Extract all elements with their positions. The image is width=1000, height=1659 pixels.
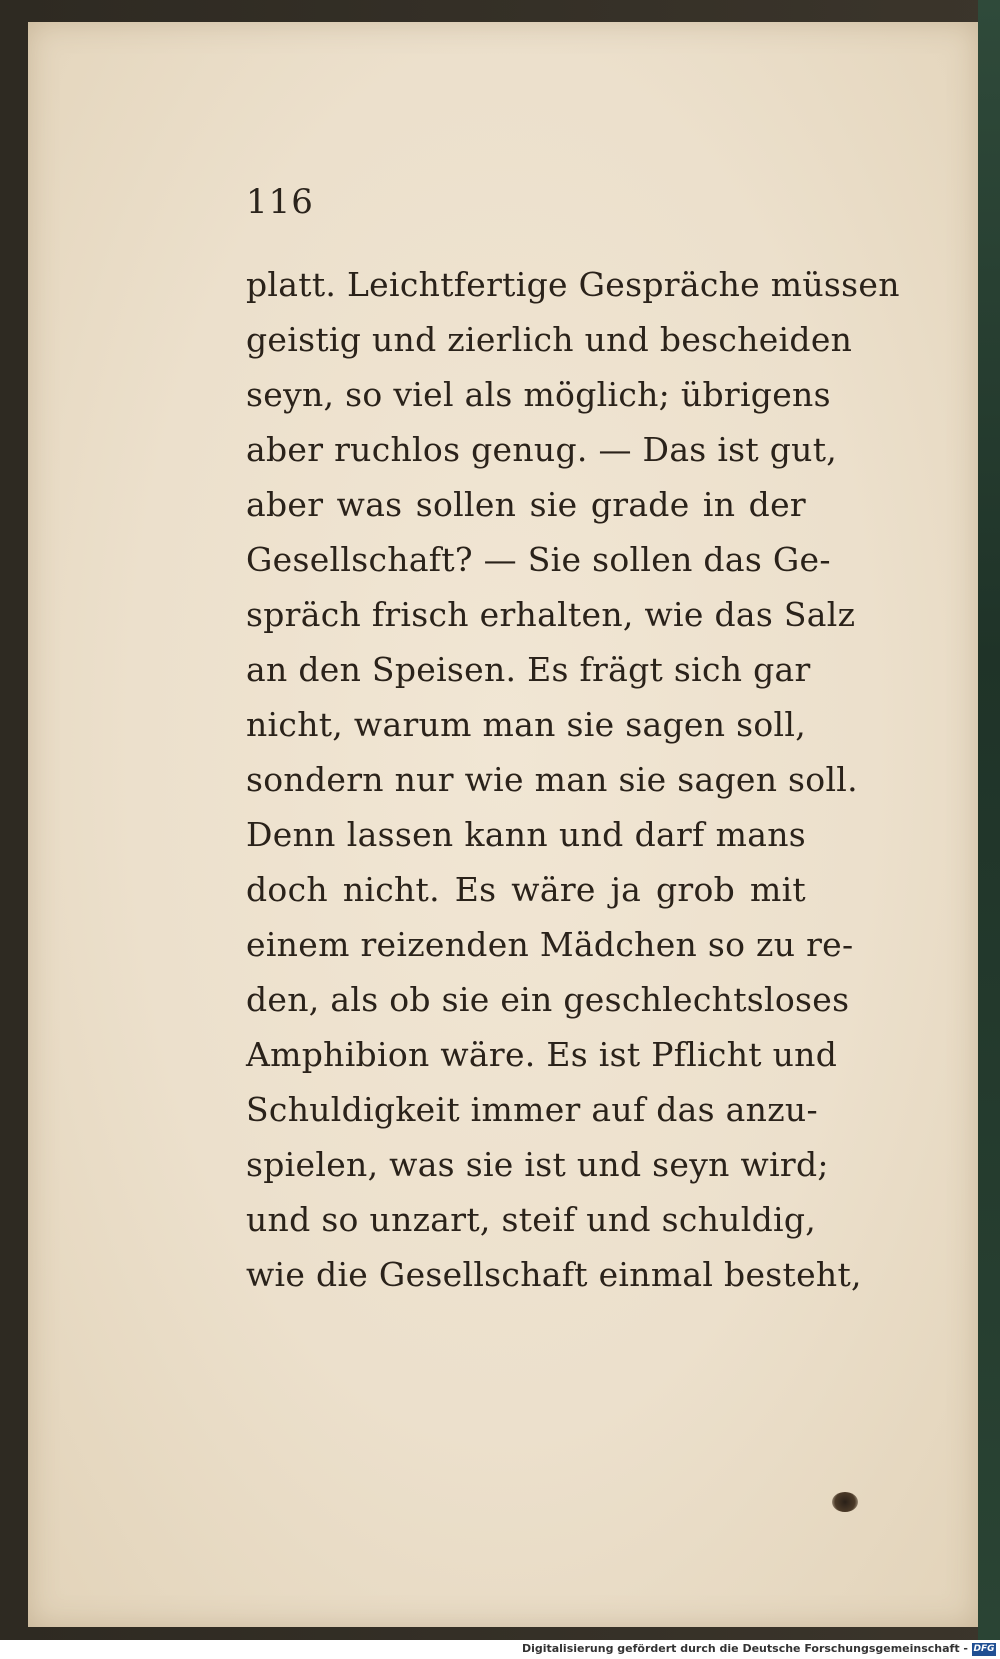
- text-line: seyn, so viel als möglich; übrigens: [246, 375, 831, 414]
- book-page: [28, 22, 978, 1627]
- text-line: Denn lassen kann und darf mans: [246, 815, 806, 854]
- text-line: an den Speisen. Es frägt sich gar: [246, 650, 811, 689]
- text-line: aber was sollen sie grade in der: [246, 485, 806, 524]
- text-line: Amphibion wäre. Es ist Pflicht und: [246, 1035, 838, 1074]
- ink-stain: [832, 1492, 858, 1512]
- text-line: spräch frisch erhalten, wie das Salz: [246, 595, 856, 634]
- text-line: Schuldigkeit immer auf das anzu-: [246, 1090, 818, 1129]
- funding-credit: Digitalisierung gefördert durch die Deutsche Forschungsgemeinschaft -: [521, 1642, 968, 1655]
- text-line: einem reizenden Mädchen so zu re-: [246, 925, 854, 964]
- text-line: und so unzart, steif und schuldig,: [246, 1200, 817, 1239]
- book-cover-edge: [978, 0, 1000, 1640]
- text-line: den, als ob sie ein geschlechtsloses: [246, 980, 850, 1019]
- text-line: wie die Gesellschaft einmal besteht,: [246, 1255, 862, 1294]
- text-line: aber ruchlos genug. — Das ist gut,: [246, 430, 838, 469]
- text-line: geistig und zierlich und bescheiden: [246, 320, 853, 359]
- text-line: platt. Leichtfertige Gespräche müssen: [246, 265, 900, 304]
- page-number: 116: [246, 182, 314, 222]
- dfg-logo-icon: DFG: [973, 1644, 995, 1654]
- text-line: Gesellschaft? — Sie sollen das Ge-: [246, 540, 831, 579]
- footer-bar: [0, 1640, 1000, 1659]
- page-text: [246, 257, 900, 1302]
- text-line: spielen, was sie ist und seyn wird;: [246, 1145, 829, 1184]
- text-line: doch nicht. Es wäre ja grob mit: [246, 870, 806, 909]
- text-line: sondern nur wie man sie sagen soll.: [246, 760, 858, 799]
- text-line: nicht, warum man sie sagen soll,: [246, 705, 806, 744]
